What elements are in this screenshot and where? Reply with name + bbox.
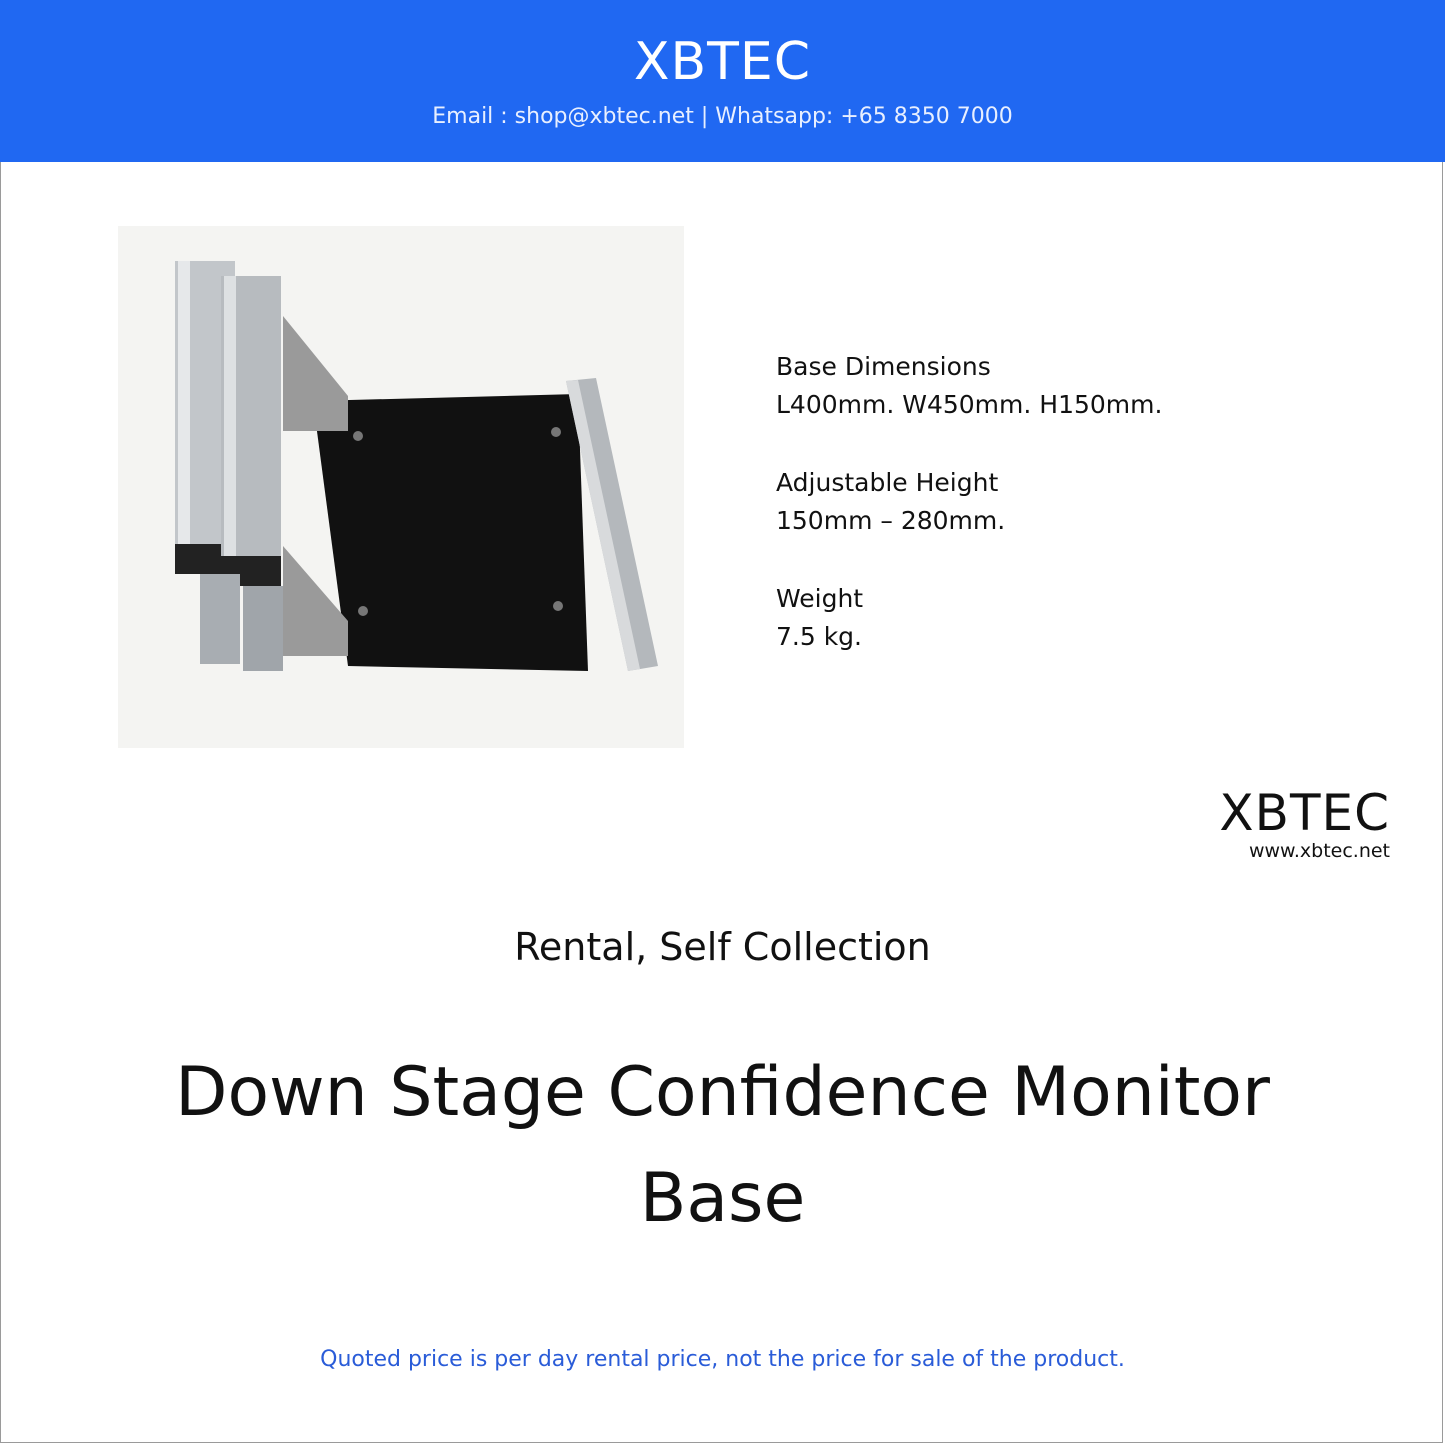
spec-list <box>776 348 1336 696</box>
product-photo-drawing <box>118 226 684 748</box>
brand-logo <box>1180 782 1390 862</box>
product-title-line-2: Base <box>639 1159 806 1238</box>
header-brand: XBTEC <box>633 32 812 92</box>
product-photo <box>118 226 684 748</box>
collection-type: Rental, Self Collection <box>514 925 931 969</box>
product-title-line-1: Down Stage Confidence Monitor <box>175 1053 1270 1132</box>
header-banner <box>0 0 1445 162</box>
logo-url: www.xbtec.net <box>1248 840 1390 862</box>
pricing-note: Quoted price is per day rental price, not the price for sale of the product. <box>320 1347 1125 1372</box>
spec-label: Base Dimensions <box>776 352 991 381</box>
product-title <box>100 1040 1345 1252</box>
header-contact: Email : shop@xbtec.net | Whatsapp: +65 8350 7000 <box>432 104 1013 129</box>
spec-value: 7.5 kg. <box>776 622 862 651</box>
spec-value: L400mm. W450mm. H150mm. <box>776 390 1163 419</box>
spec-weight <box>776 580 1336 656</box>
spec-label: Weight <box>776 584 864 613</box>
logo-name: XBTEC <box>1219 784 1390 842</box>
spec-base-dimensions <box>776 348 1336 424</box>
spec-label: Adjustable Height <box>776 468 999 497</box>
spec-adjustable-height <box>776 464 1336 540</box>
spec-value: 150mm – 280mm. <box>776 506 1006 535</box>
